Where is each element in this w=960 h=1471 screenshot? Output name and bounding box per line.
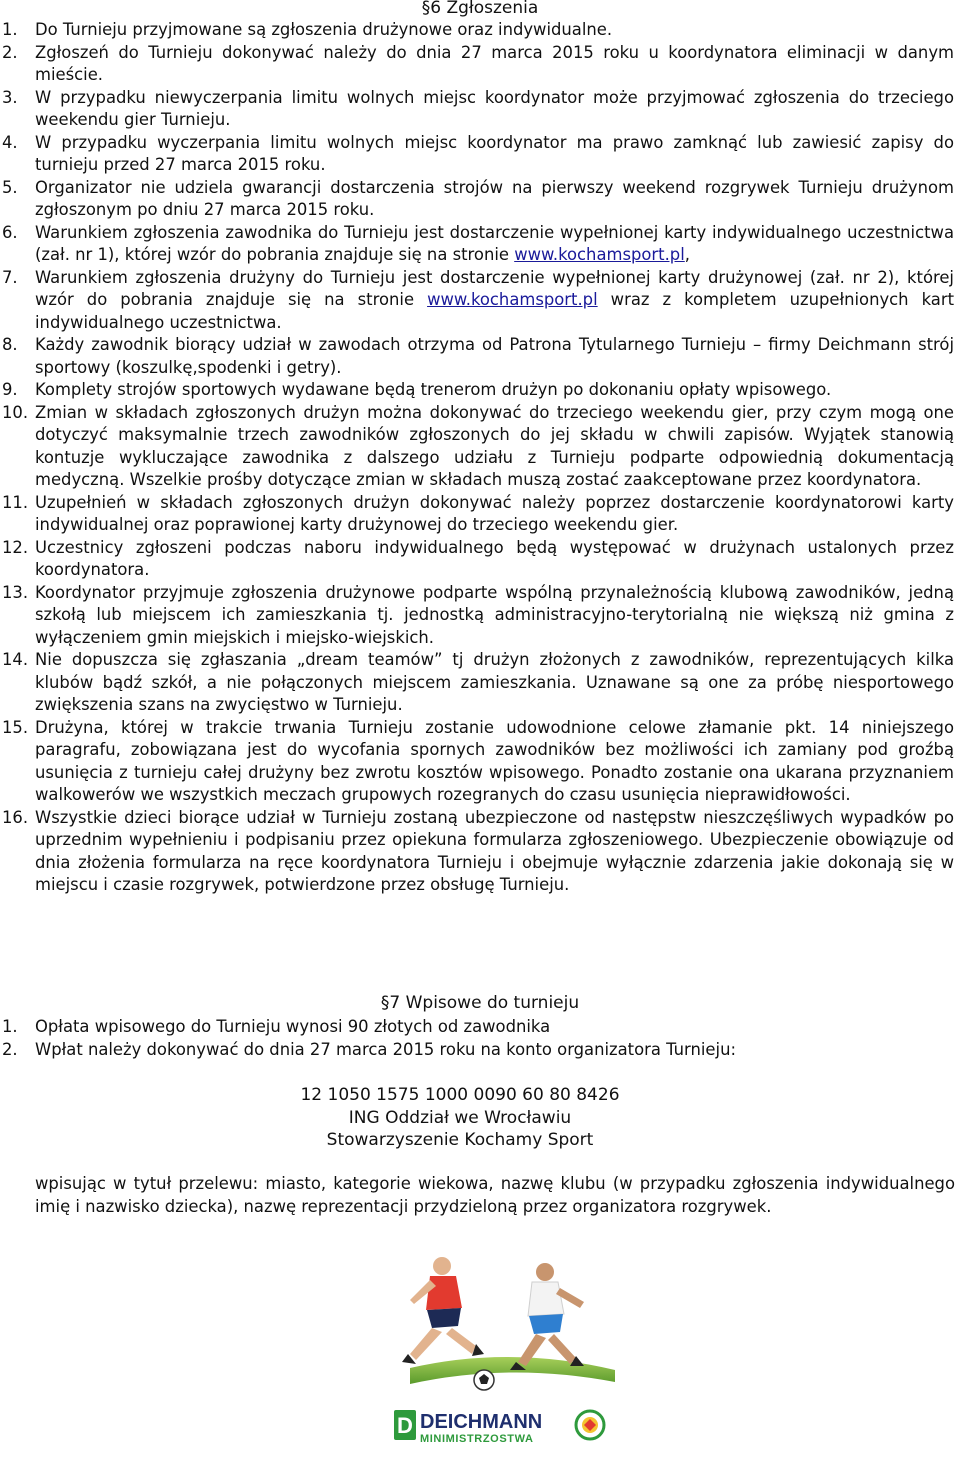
- list-item: 12. Uczestnicy zgłoszeni podczas naboru indywidualnego będą występować w drużynach ustalonych przez koordynatora.: [2, 537, 954, 579]
- list-item: 8. Każdy zawodnik biorący udział w zawodach otrzyma od Patrona Tytularnego Turnieju – firmy Deichmann strój sportowy (koszulkę,spodenki i getry).: [2, 335, 954, 377]
- list-item: 15. Drużyna, której w trakcie trwania Turnieju zostanie udowodnione celowe złamanie pkt. 14 niniejszego paragrafu, zobowiązana jest do wycofania spornych zawodników bez możliwości ich zamiany pod groźbą usunięcia z turnieju całej drużyny bez zwrotu kosztów wpisowego. Ponadto zostanie ona ukarana przyznaniem walkowerów we wszystkich meczach grupowych rozegranych do czasu usunięcia nieprawidłowości.: [2, 717, 954, 804]
- tournament-illustration: [380, 1250, 640, 1471]
- list-item: 5. Organizator nie udziela gwarancji dostarczenia strojów na pierwszy weekend rozgrywek Turnieju drużynom zgłoszonym po dniu 27 marca 2015 roku.: [2, 177, 954, 219]
- section-6-list: [0, 19, 960, 897]
- section-6-heading: §6 Zgłoszenia: [421, 0, 539, 18]
- section-7-list: [0, 1016, 960, 1061]
- list-item: 1. Do Turnieju przyjmowane są zgłoszenia drużynowe oraz indywidualne.: [2, 20, 613, 39]
- section-7-heading: §7 Wpisowe do turnieju: [380, 993, 580, 1013]
- kochamsport-link[interactable]: www.kochamsport.pl: [427, 290, 598, 309]
- list-item: 14. Nie dopuszcza się zgłaszania „dream teamów” tj drużyn złożonych z zawodników, reprezentujących kilka klubów bądź szkół, a nie połączonych miejscem zamieszkania. Uznawane są one za próbę niesportowego zwiększenia szans na zwycięstwo w Turnieju.: [2, 650, 954, 714]
- kochamsport-link[interactable]: www.kochamsport.pl: [514, 245, 685, 264]
- list-item: 11. Uzupełnień w składach zgłoszonych drużyn dokonywać należy poprzez dostarczenie koordynatorowi karty indywidualnej oraz poprawionej karty drużynowej do trzeciego weekendu gier.: [2, 492, 954, 534]
- list-item: 10. Zmian w składach zgłoszonych drużyn można dokonywać do trzeciego weekendu gier, przy czym mogą one dotyczyć maksymalnie trzech zawodników zgłoszonych do jej składu w chwili zapisów. Wyjątek stanowią kontuzje wykluczające zawodnika z dalszego udziału z Turnieju podparte odpowiednią dokumentacją medyczną. Wszelkie prośby dotyczące zmian w składach muszą zostać zaakceptowane przez koordynatora.: [2, 402, 954, 489]
- list-item: 4. W przypadku wyczerpania limitu wolnych miejsc koordynator ma prawo zamknąć lub zawiesić zapisy do turnieju przed 27 marca 2015 roku.: [2, 132, 954, 174]
- list-item: 1. Opłata wpisowego do Turnieju wynosi 90 złotych od zawodnika: [2, 1017, 551, 1036]
- logo-brand: DEICHMANN: [420, 1411, 543, 1433]
- player-left-figure: [402, 1257, 484, 1364]
- deichmann-logo: [394, 1410, 604, 1445]
- logo-letter: D: [397, 1413, 413, 1438]
- list-item: 3. W przypadku niewyczerpania limitu wolnych miejsc koordynator może przyjmować zgłoszenia do trzeciego weekendu gier Turnieju.: [2, 87, 954, 129]
- list-item: 7. Warunkiem zgłoszenia drużyny do Turnieju jest dostarczenie wypełnionej karty drużynowej (zał. nr 2), której wzór do pobrania znajduje się na stronie www.kochamsport.pl wraz z kompletem uzupełnionych kart indywidualnego uczestnictwa.: [2, 267, 955, 332]
- list-item: 13. Koordynator przyjmuje zgłoszenia drużynowe podparte wspólną przynależnością klubową zawodników, jedną szkołą lub miejscem ich zamieszkania tj. jednostką administracyjno-terytorialną nie większą niż gmina z wyłączeniem gmin miejskich i miejsko-wiejskich.: [2, 582, 954, 647]
- account-number: 12 1050 1575 1000 0090 60 80 8426: [300, 1085, 620, 1105]
- player-right-figure: [510, 1263, 584, 1370]
- list-item: 16. Wszystkie dzieci biorące udział w Turnieju zostaną ubezpieczone od następstw nieszczęśliwych wypadków po uprzednim wypełnieniu i podpisaniu przez opiekuna formularza zgłoszeniowego. Ubezpieczenie obowiązuje od dnia złożenia formularza na ręce koordynatora Turnieju i obejmuje wyłącznie zdarzenia jakie dokonają się w miejscu i czasie rozgrywek, potwierdzone przez obsługę Turnieju.: [2, 807, 954, 894]
- list-item: 2. Wpłat należy dokonywać do dnia 27 marca 2015 roku na konto organizatora Turnieju:: [2, 1039, 736, 1059]
- logo-subtitle: MINIMISTRZOSTWA: [420, 1433, 534, 1445]
- transfer-note: wpisując w tytuł przelewu: miasto, kategorie wiekowa, nazwę klubu (w przypadku zgłoszenia indywidualnego imię i nazwisko dziecka), nazwę reprezentacji przydzieloną przez organizatora rozgrywek.: [35, 1174, 955, 1216]
- list-item: 2. Zgłoszeń do Turnieju dokonywać należy do dnia 27 marca 2015 roku u koordynatora eliminacji w danym mieście.: [2, 42, 954, 84]
- bank-name: ING Oddział we Wrocławiu: [348, 1107, 572, 1128]
- list-item: 6. Warunkiem zgłoszenia zawodnika do Turnieju jest dostarczenie wypełnionej karty indywidualnego uczestnictwa (zał. nr 1), której wzór do pobrania znajduje się na stronie www.kochamsport.pl,: [2, 222, 954, 264]
- bank-details: [0, 1084, 920, 1152]
- list-item: 9. Komplety strojów sportowych wydawane będą trenerom drużyn po dokonaniu opłaty wpisowego.: [2, 380, 832, 399]
- account-holder: Stowarzyszenie Kochamy Sport: [326, 1130, 594, 1150]
- soccer-ball-icon: [474, 1370, 494, 1390]
